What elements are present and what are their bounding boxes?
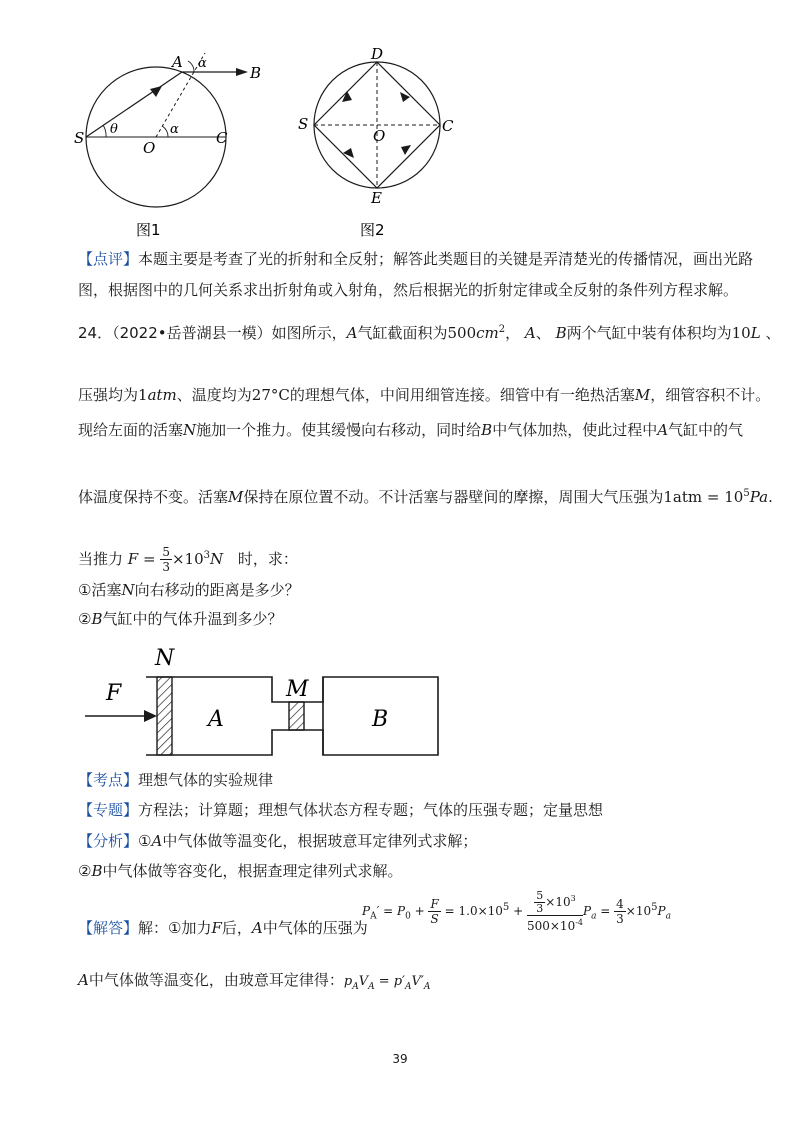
jieda-sym-f: F — [211, 919, 222, 937]
fig1-label-b: B — [250, 64, 262, 82]
fenxi-line-2 — [78, 861, 403, 881]
sym-m: M — [634, 386, 651, 404]
fig3-label-b: B — [372, 707, 389, 732]
boyle-v: V — [358, 974, 369, 989]
line2-end: ，细管容积不计。 — [650, 386, 771, 404]
fenxi-l2a: ② — [78, 862, 92, 880]
eq-equals: = — [596, 904, 615, 918]
sym-b: B — [555, 324, 567, 342]
jieda-line-2 — [78, 970, 430, 997]
fig1-label-a: A — [172, 53, 183, 71]
comma: ， — [505, 324, 521, 342]
kaodian-tag: 【考点】 — [78, 771, 139, 789]
sub1-a: ①活塞 — [78, 581, 122, 599]
sub2-a: ② — [78, 610, 92, 628]
line3a: 现给左面的活塞 — [78, 421, 184, 439]
boyle-eq: = p′ — [374, 974, 406, 989]
eq-res: ×10 — [625, 904, 652, 918]
q24-line-4: 体温度保持不变。活塞M保持在原位置不动。不计活塞与器壁间的摩擦，周围大气压强为$1atm = 10^5Pa$. — [78, 488, 773, 506]
fig2-caption: 图2 — [360, 221, 385, 239]
fig3-label-a: A — [208, 707, 224, 732]
jieda-l2sym: A — [78, 971, 89, 989]
eq-big-numerator — [527, 890, 583, 916]
press-text: 压强均为 — [78, 386, 139, 404]
force-fraction — [160, 545, 172, 574]
q24-line-1 — [78, 320, 780, 343]
fig1-label-c: C — [216, 129, 228, 147]
eq-big-num-b: 3 — [536, 902, 544, 915]
temp-text: 、温度均为 — [176, 386, 252, 404]
sub1-b: 向右移动的距离是多少？ — [134, 581, 300, 599]
force-lhs: F = — [127, 550, 156, 568]
fig1-ray-sa — [86, 72, 182, 137]
comment-text-2: 图，根据图中的几何关系求出折射角或入射角，然后根据光的折射定律或全反射的条件列方程求解。 — [78, 281, 739, 299]
sub2-b: 气缸中的气体升温到多少？ — [102, 610, 283, 628]
q24-line-2 — [78, 385, 770, 405]
atm-eq: 1atm = 10 — [663, 488, 744, 506]
line4b: 保持在原位置不动。不计活塞与器壁间的摩擦，周围大气压强为 — [243, 488, 664, 506]
fig2-arrow-ce — [401, 145, 411, 155]
sym-m-2: M — [228, 488, 244, 506]
eq-s: S — [430, 912, 439, 926]
eq-lhs-sub: A — [370, 911, 377, 922]
force-unit: N — [210, 550, 224, 568]
kaodian-line — [78, 770, 273, 790]
figure-1-refraction — [70, 45, 270, 250]
comment-text-1: 本题主要是考查了光的折射和全反射；解答此类题目的关键是弄清楚光的传播情况，画出光路 — [138, 250, 754, 268]
eq-big-num-exp: 3 — [570, 894, 576, 903]
eq-p0-sub: 0 — [405, 911, 411, 922]
seek-text: 时，求： — [237, 550, 298, 568]
boyle-p: p — [343, 974, 353, 989]
fig1-label-alpha-top: α — [198, 56, 207, 71]
fig1-label-theta: θ — [110, 122, 118, 137]
fig1-ray-ab-arrow — [236, 68, 248, 76]
q24-sub-2 — [78, 609, 283, 629]
fig2-label-e: E — [371, 189, 382, 207]
q24-intro: 24．（2022•岳普湖县一模）如图所示， — [78, 324, 347, 342]
force-den: 3 — [162, 560, 170, 574]
eq-big-num-a: 5 — [536, 889, 544, 902]
zhuanti-text: 方程法；计算题；理想气体状态方程专题；气体的压强专题；定量思想 — [138, 801, 604, 819]
fenxi-l1a: ① — [138, 832, 152, 850]
jieda-t2: 后， — [221, 919, 252, 937]
line4a: 体温度保持不变。活塞 — [78, 488, 229, 506]
boyle-sub-3: A — [405, 982, 412, 992]
page-number: 39 — [392, 1052, 408, 1066]
zhuanti-line — [78, 800, 603, 820]
temp-value: 27 — [251, 386, 271, 404]
piston-m — [289, 702, 304, 730]
zhuanti-tag: 【专题】 — [78, 801, 139, 819]
area-unit: cm — [476, 324, 499, 342]
dun-2: 、 — [765, 324, 781, 342]
comment-line-1 — [78, 249, 753, 269]
temp-unit: °C — [270, 386, 290, 404]
fig3-label-n: N — [155, 646, 175, 671]
q24-vol-text: 两个气缸中装有体积均为 — [566, 324, 732, 342]
fig2-label-o: O — [373, 127, 386, 145]
atm-exp: 5 — [743, 488, 750, 499]
fig3-label-f: F — [106, 681, 122, 706]
sub1-sym: N — [121, 581, 135, 599]
fig2-arrow-sd — [342, 91, 352, 102]
q24-area-text: 气缸截面积为 — [357, 324, 448, 342]
fig1-theta-arc — [103, 125, 106, 137]
boyle-sub-4: A — [423, 982, 431, 992]
sym-a-3: A — [657, 421, 669, 439]
line2-rest: 的理想气体，中间用细管连接。细管中有一绝热活塞 — [289, 386, 635, 404]
eq-mid-exp: 5 — [502, 902, 510, 913]
eq-big-fraction — [527, 890, 583, 933]
eq-pa-2-sub: a — [665, 911, 671, 922]
eq-big-den-exp: -4 — [575, 918, 583, 927]
eq-res-num: 4 — [616, 897, 624, 911]
fig1-label-o: O — [143, 139, 156, 157]
fig1-ray-arrow — [150, 86, 162, 97]
fig2-label-d: D — [371, 45, 384, 63]
eq-prime: ′ = P — [376, 904, 406, 918]
piston-n — [157, 677, 172, 755]
q24-line-3 — [78, 420, 743, 440]
kaodian-text: 理想气体的实验规律 — [138, 771, 274, 789]
figure-3-cylinders — [80, 640, 450, 765]
fenxi-l1sym: A — [151, 832, 163, 850]
fenxi-l2b: 中气体做等容变化，根据查理定律列式求解。 — [102, 862, 403, 880]
dun: 、 — [535, 324, 551, 342]
area-value: 500 — [447, 324, 477, 342]
fig2-label-c: C — [442, 117, 454, 135]
comment-tag: 【点评】 — [78, 250, 139, 268]
eq-mid: = 1.0×10 — [440, 904, 503, 918]
atm-unit: Pa — [749, 488, 769, 506]
eq-big-num-c: ×10 — [545, 895, 571, 909]
fig2-arrow-es — [343, 148, 354, 158]
eq-big-denominator — [527, 916, 583, 933]
press-value: 1 — [138, 386, 148, 404]
eq-big-den: 500×10 — [526, 919, 576, 933]
force-exp: 3 — [203, 550, 210, 561]
vol-unit: L — [750, 324, 761, 342]
force-num: 5 — [162, 545, 170, 559]
line3c: 中气体加热，使此过程中 — [492, 421, 658, 439]
fig1-caption: 图1 — [136, 221, 161, 239]
force-rest: ×10 — [171, 550, 204, 568]
boyle-sub-2: A — [368, 982, 375, 992]
sym-a: A — [346, 324, 358, 342]
fenxi-line-1 — [78, 831, 477, 851]
eq-pa-1: P — [583, 904, 592, 918]
fig2-label-s: S — [298, 115, 309, 133]
jieda-equation — [362, 890, 671, 933]
eq-plus-2: + — [509, 904, 527, 918]
eq-f-over-s — [428, 897, 440, 926]
fig1-label-s: S — [74, 129, 85, 147]
eq-pa-2: P — [657, 904, 666, 918]
boyle-sub-1: A — [352, 982, 359, 992]
fenxi-l2sym: B — [91, 862, 103, 880]
fig3-label-m: M — [286, 677, 309, 702]
jieda-l2text: 中气体做等温变化，由玻意耳定律得： — [88, 971, 344, 989]
eq-big-num-frac — [534, 890, 545, 915]
jieda-sym-a: A — [251, 919, 263, 937]
when-text: 当推力 — [78, 550, 124, 568]
fig1-label-alpha-bottom: α — [170, 122, 179, 137]
jieda-t1: 解：①加力 — [138, 919, 212, 937]
jieda-tag: 【解答】 — [78, 919, 139, 937]
boyle-v2: V′ — [411, 974, 424, 989]
force-arrow-head — [144, 710, 157, 722]
eq-result-fraction — [614, 897, 626, 926]
figure-2-total-reflection — [290, 45, 470, 250]
line3d: 气缸中的气 — [668, 421, 744, 439]
sub2-sym: B — [91, 610, 103, 628]
vol-value: 10 — [731, 324, 751, 342]
fig1-alpha-arc-top — [188, 61, 194, 72]
jieda-t3: 中气体的压强为 — [262, 919, 368, 937]
jieda-line-1 — [78, 918, 368, 938]
eq-f: F — [430, 897, 439, 911]
press-unit: atm — [147, 386, 177, 404]
eq-res-exp: 5 — [651, 902, 658, 913]
q24-sub-1 — [78, 580, 300, 600]
comment-line-2 — [78, 280, 738, 300]
q24-force-line — [78, 540, 298, 575]
line3b: 施加一个推力。使其缓慢向右移动，同时给 — [196, 421, 482, 439]
fenxi-tag: 【分析】 — [78, 832, 139, 850]
fenxi-l1b: 中气体做等温变化，根据玻意耳定律列式求解； — [162, 832, 478, 850]
eq-lhs: P — [362, 904, 371, 918]
eq-pa-1-sub: a — [591, 911, 597, 922]
sym-a-2: A — [524, 324, 536, 342]
fig1-alpha-arc — [162, 126, 168, 137]
eq-plus: + — [410, 904, 429, 918]
area-exponent: 2 — [498, 324, 506, 335]
eq-res-den: 3 — [616, 912, 624, 926]
sym-n: N — [183, 421, 197, 439]
sym-b-2: B — [481, 421, 493, 439]
